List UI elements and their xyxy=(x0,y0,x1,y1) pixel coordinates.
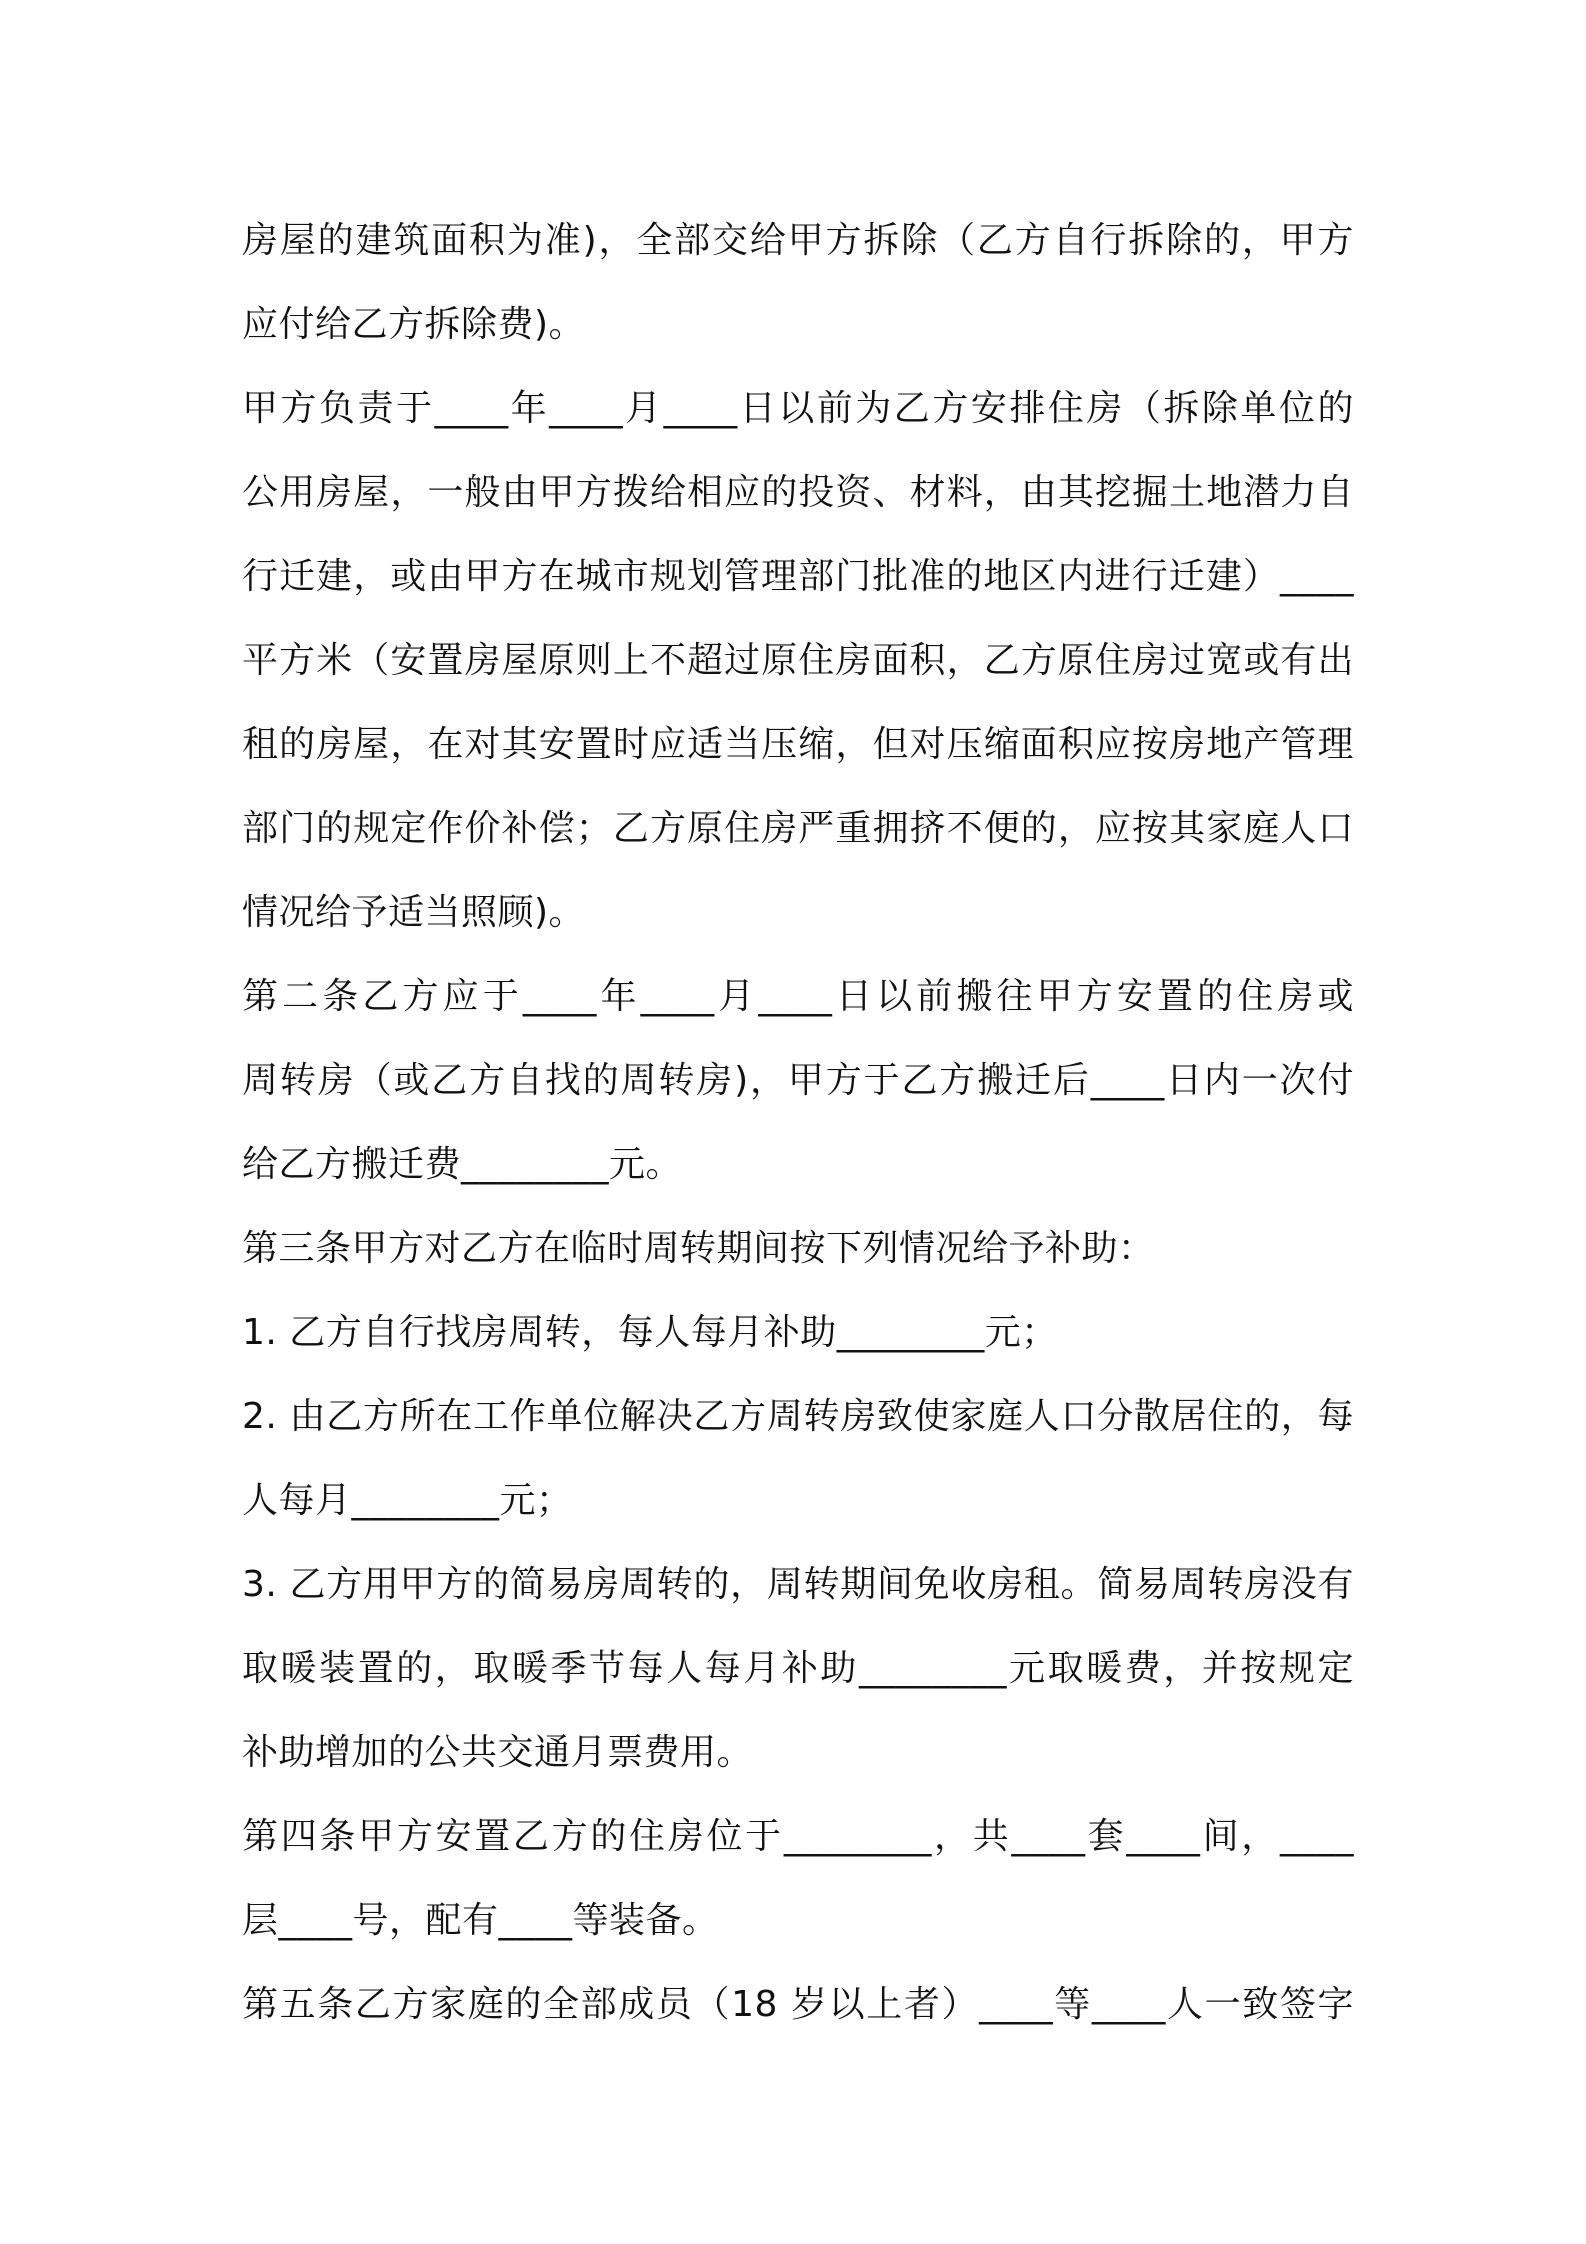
text-line: 2. 由乙方所在工作单位解决乙方周转房致使家庭人口分散居住的，每 xyxy=(242,1396,1354,1437)
text-line: 平方米（安置房屋原则上不超过原住房面积，乙方原住房过宽或有出 xyxy=(242,640,1354,681)
text-line: 补助增加的公共交通月票费用。 xyxy=(242,1732,754,1773)
text-line: 甲方负责于____年____月____日以前为乙方安排住房（拆除单位的 xyxy=(242,388,1354,429)
text-line: 应付给乙方拆除费)。 xyxy=(242,304,586,345)
text-line: 房屋的建筑面积为准)，全部交给甲方拆除（乙方自行拆除的，甲方 xyxy=(242,220,1354,261)
text-line: 1. 乙方自行找房周转，每人每月补助________元； xyxy=(242,1312,1058,1353)
text-line: 层____号，配有____等装备。 xyxy=(242,1900,719,1941)
text-line: 3. 乙方用甲方的简易房周转的，周转期间免收房租。简易周转房没有 xyxy=(242,1564,1354,1605)
text-line: 人每月________元； xyxy=(242,1480,573,1521)
text-line: 情况给予适当照顾)。 xyxy=(242,892,586,933)
text-line: 周转房（或乙方自找的周转房)，甲方于乙方搬迁后____日内一次付 xyxy=(242,1060,1354,1101)
text-line: 行迁建，或由甲方在城市规划管理部门批准的地区内进行迁建）____ xyxy=(242,556,1354,597)
text-line: 公用房屋，一般由甲方拨给相应的投资、材料，由其挖掘土地潜力自 xyxy=(242,472,1354,513)
text-line: 租的房屋，在对其安置时应适当压缩，但对压缩面积应按房地产管理 xyxy=(242,724,1354,765)
text-line: 给乙方搬迁费________元。 xyxy=(242,1144,683,1185)
text-line: 取暖装置的，取暖季节每人每月补助________元取暖费，并按规定 xyxy=(242,1648,1354,1689)
text-line: 部门的规定作价补偿；乙方原住房严重拥挤不便的，应按其家庭人口 xyxy=(242,808,1354,849)
document-body xyxy=(242,199,1354,2047)
text-line: 第三条甲方对乙方在临时周转期间按下列情况给予补助： xyxy=(242,1228,1155,1269)
text-line: 第四条甲方安置乙方的住房位于________，共____套____间，____ xyxy=(242,1816,1354,1857)
text-line: 第二条乙方应于____年____月____日以前搬往甲方安置的住房或 xyxy=(242,976,1354,1017)
text-line: 第五条乙方家庭的全部成员（18 岁以上者）____等____人一致签字 xyxy=(242,1984,1354,2025)
